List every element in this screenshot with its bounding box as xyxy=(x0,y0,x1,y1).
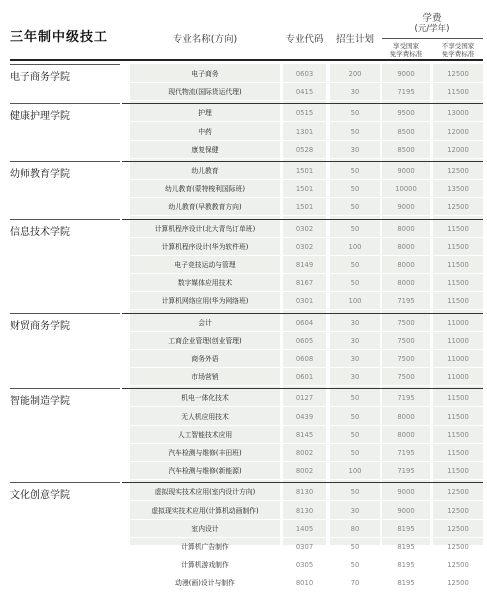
code-cell: 0301 xyxy=(295,297,314,306)
fee-without-aid-cell: 12500 xyxy=(447,579,469,588)
major-cell: 数字媒体应用技术 xyxy=(177,279,233,288)
code-header: 专业代码 xyxy=(285,34,324,45)
fee-without-aid-cell: 11500 xyxy=(447,279,469,288)
department-name: 健康护理学院 xyxy=(10,111,70,123)
plan-cell: 100 xyxy=(348,297,362,306)
department-divider xyxy=(10,219,120,220)
fee-header-divider xyxy=(382,38,483,39)
table-row xyxy=(130,462,483,480)
fee-without-aid-cell: 11500 xyxy=(447,412,469,421)
table-row xyxy=(130,408,483,426)
plan-cell: 50 xyxy=(350,167,360,175)
fee-sub-header-1-line1: 享受国家 xyxy=(393,42,419,50)
fee-header-label: 学费 xyxy=(422,13,442,24)
code-cell: 0608 xyxy=(295,355,314,363)
major-cell: 现代物流(国际货运代理) xyxy=(168,88,242,97)
fee-with-aid-cell: 9000 xyxy=(397,167,415,175)
fee-without-aid-cell: 11000 xyxy=(447,373,469,382)
plan-cell: 30 xyxy=(350,145,360,154)
fee-without-aid-cell: 12000 xyxy=(447,145,469,154)
major-cell: 人工智能技术应用 xyxy=(177,430,233,439)
major-cell: 计算机程序设计(北大青鸟订单班) xyxy=(154,224,256,233)
code-cell: 1501 xyxy=(295,167,314,175)
major-cell: 汽车检测与维修(丰田班) xyxy=(168,449,242,457)
fee-with-aid-cell: 7195 xyxy=(397,297,415,306)
major-cell: 中药 xyxy=(198,127,212,136)
table-row xyxy=(130,350,483,368)
fee-sub-header-1 xyxy=(382,42,430,58)
table-row xyxy=(130,574,483,592)
plan-cell: 50 xyxy=(350,543,360,551)
plan-cell: 70 xyxy=(350,579,360,588)
fee-with-aid-cell: 8195 xyxy=(397,561,415,570)
department-name: 幼师教育学院 xyxy=(10,169,70,180)
code-cell: 0528 xyxy=(295,145,314,154)
plan-cell: 50 xyxy=(350,279,360,288)
fee-with-aid-cell: 9000 xyxy=(397,203,415,212)
fee-without-aid-cell: 12500 xyxy=(447,203,469,212)
plan-cell: 30 xyxy=(350,373,360,382)
row-divider xyxy=(130,479,483,480)
fee-header xyxy=(382,13,482,35)
fee-without-aid-cell: 13000 xyxy=(447,109,469,118)
fee-without-aid-cell: 12500 xyxy=(447,488,469,497)
code-cell: 1301 xyxy=(295,127,314,136)
plan-cell: 50 xyxy=(350,488,360,497)
row-divider xyxy=(130,158,483,159)
fee-without-aid-cell: 11000 xyxy=(447,355,469,363)
major-cell: 机电一体化技术 xyxy=(181,394,229,403)
department-name: 电子商务学院 xyxy=(10,72,70,83)
fee-with-aid-cell: 7195 xyxy=(397,88,415,97)
department-name: 信息技术学院 xyxy=(10,226,70,238)
table-row xyxy=(130,238,483,256)
major-cell: 市场营销 xyxy=(191,373,219,382)
plan-cell: 80 xyxy=(350,524,360,533)
plan-header: 招生计划 xyxy=(335,34,374,45)
plan-cell: 50 xyxy=(350,224,360,233)
fee-without-aid-cell: 12500 xyxy=(447,167,469,175)
major-cell: 幼儿教育(早教教育方向) xyxy=(168,203,242,212)
fee-without-aid-cell: 11500 xyxy=(447,224,469,233)
code-cell: 0603 xyxy=(295,70,314,78)
code-cell: 8130 xyxy=(295,506,314,515)
fee-with-aid-cell: 7500 xyxy=(397,355,415,363)
code-cell: 0302 xyxy=(295,242,314,251)
code-cell: 0601 xyxy=(295,373,314,382)
code-cell: 0302 xyxy=(295,224,314,233)
major-cell: 动漫(画)设计与制作 xyxy=(175,579,235,588)
plan-cell: 30 xyxy=(350,336,360,345)
plan-cell: 50 xyxy=(350,261,360,269)
fee-without-aid-cell: 11500 xyxy=(447,467,469,476)
fee-with-aid-cell: 7500 xyxy=(397,336,415,345)
table-row xyxy=(130,426,483,444)
major-cell: 计算机网络应用(华为网络班) xyxy=(161,297,249,306)
fee-sub-header-1-line2: 免学费标准 xyxy=(389,50,423,58)
fee-without-aid-cell: 12500 xyxy=(447,524,469,533)
table-row xyxy=(130,520,483,538)
code-cell: 0439 xyxy=(295,412,314,421)
fee-with-aid-cell: 9000 xyxy=(397,70,415,78)
fee-with-aid-cell: 8500 xyxy=(397,127,415,136)
fee-with-aid-cell: 8500 xyxy=(397,145,415,154)
code-cell: 1501 xyxy=(295,185,314,194)
plan-cell: 30 xyxy=(350,506,360,515)
table-row xyxy=(130,65,483,83)
major-cell: 康复保健 xyxy=(191,145,219,154)
fee-without-aid-cell: 11500 xyxy=(447,394,469,403)
plan-cell: 50 xyxy=(350,394,360,403)
fee-without-aid-cell: 11500 xyxy=(447,88,469,97)
table-row xyxy=(130,220,483,238)
code-cell: 1501 xyxy=(295,203,314,212)
plan-cell: 200 xyxy=(348,70,362,78)
fee-sub-header-2 xyxy=(433,42,483,58)
fee-without-aid-cell: 11500 xyxy=(447,242,469,251)
code-cell: 8149 xyxy=(295,261,314,269)
plan-cell: 50 xyxy=(350,203,360,212)
table-row xyxy=(130,180,483,198)
code-cell: 8145 xyxy=(295,430,314,439)
fee-with-aid-cell: 7195 xyxy=(397,394,415,403)
plan-cell: 100 xyxy=(348,467,362,476)
plan-cell: 50 xyxy=(350,430,360,439)
table-row xyxy=(130,274,483,292)
department-divider xyxy=(10,313,120,314)
code-cell: 0307 xyxy=(295,543,314,551)
fee-without-aid-cell: 12500 xyxy=(447,561,469,570)
table-row xyxy=(130,198,483,216)
fee-with-aid-cell: 10000 xyxy=(395,185,417,194)
department-name: 智能制造学院 xyxy=(10,396,70,408)
fee-without-aid-cell: 11500 xyxy=(447,297,469,306)
code-cell: 8130 xyxy=(295,488,314,497)
table-row xyxy=(130,104,483,122)
code-cell: 0305 xyxy=(295,561,314,570)
fee-without-aid-cell: 11000 xyxy=(447,318,469,327)
table-row xyxy=(130,83,483,101)
fee-header-unit: (元/学年) xyxy=(414,24,450,34)
fee-without-aid-cell: 12000 xyxy=(447,127,469,136)
major-cell: 汽车检测与维修(新能源) xyxy=(168,467,242,476)
major-cell: 会计 xyxy=(198,318,212,327)
table-row xyxy=(130,444,483,462)
code-cell: 8010 xyxy=(295,579,314,588)
code-cell: 0415 xyxy=(295,88,314,97)
fee-with-aid-cell: 9000 xyxy=(397,488,415,497)
department-divider xyxy=(10,388,120,389)
department-divider xyxy=(10,161,120,162)
table-row xyxy=(130,538,483,556)
major-cell: 无人机应用技术 xyxy=(181,412,229,421)
major-cell: 虚拟现实技术应用(室内设计方向) xyxy=(154,488,256,497)
plan-cell: 50 xyxy=(350,412,360,421)
department-name: 财贸商务学院 xyxy=(10,320,70,332)
fee-sub-header-2-line2: 免学费标准 xyxy=(441,50,475,58)
table-row xyxy=(130,368,483,386)
fee-with-aid-cell: 8000 xyxy=(397,430,415,439)
plan-cell: 50 xyxy=(350,449,360,457)
fee-without-aid-cell: 11500 xyxy=(447,261,469,269)
fee-without-aid-cell: 11000 xyxy=(447,336,469,345)
plan-cell: 30 xyxy=(350,355,360,363)
table-row xyxy=(130,292,483,310)
fee-without-aid-cell: 11500 xyxy=(447,430,469,439)
fee-without-aid-cell: 12500 xyxy=(447,70,469,78)
major-header: 专业名称(方向) xyxy=(172,34,238,45)
table-row xyxy=(130,389,483,407)
plan-cell: 30 xyxy=(350,88,360,97)
fee-with-aid-cell: 9500 xyxy=(397,109,415,118)
major-cell: 护理 xyxy=(198,109,212,118)
row-divider xyxy=(130,100,483,101)
code-cell: 0515 xyxy=(295,109,314,118)
fee-with-aid-cell: 8195 xyxy=(397,579,415,588)
fee-without-aid-cell: 12500 xyxy=(447,543,469,551)
code-cell: 0127 xyxy=(295,394,314,403)
fee-with-aid-cell: 8000 xyxy=(397,224,415,233)
major-cell: 计算机程序设计(华为软件班) xyxy=(161,242,249,251)
fee-with-aid-cell: 8195 xyxy=(397,524,415,533)
table-row xyxy=(130,556,483,574)
plan-cell: 30 xyxy=(350,318,360,327)
fee-without-aid-cell: 11500 xyxy=(447,449,469,457)
plan-cell: 50 xyxy=(350,127,360,136)
major-cell: 电子商务 xyxy=(191,70,219,78)
department-divider xyxy=(10,103,120,104)
row-divider xyxy=(130,385,483,386)
table-row xyxy=(130,141,483,159)
plan-cell: 50 xyxy=(350,561,360,570)
fee-with-aid-cell: 7500 xyxy=(397,373,415,382)
major-cell: 幼儿教育(蒙特梭利国际班) xyxy=(164,185,246,194)
major-cell: 计算机广告制作 xyxy=(181,543,229,551)
major-cell: 电子竞技运动与管理 xyxy=(174,261,236,269)
department-divider xyxy=(10,482,120,483)
plan-cell: 50 xyxy=(350,109,360,118)
major-cell: 商务外语 xyxy=(191,355,219,363)
plan-cell: 100 xyxy=(348,242,362,251)
fee-sub-header-2-line1: 不享受国家 xyxy=(441,42,475,50)
fee-with-aid-cell: 8195 xyxy=(397,543,415,551)
table-row xyxy=(130,123,483,141)
plan-cell: 50 xyxy=(350,185,360,194)
fee-with-aid-cell: 7195 xyxy=(397,449,415,457)
major-cell: 虚拟现实技术应用(计算机动画制作) xyxy=(151,506,259,515)
table-row xyxy=(130,502,483,520)
code-cell: 0604 xyxy=(295,318,314,327)
code-cell: 8167 xyxy=(295,279,314,288)
fee-with-aid-cell: 7500 xyxy=(397,318,415,327)
table-row xyxy=(130,483,483,501)
department-divider xyxy=(10,64,120,65)
fee-without-aid-cell: 13500 xyxy=(447,185,469,194)
fee-with-aid-cell: 8000 xyxy=(397,242,415,251)
fee-with-aid-cell: 8000 xyxy=(397,261,415,269)
page-title: 三年制中级技工 xyxy=(10,30,109,45)
row-divider xyxy=(130,215,483,216)
fee-without-aid-cell: 12500 xyxy=(447,506,469,515)
code-cell: 0605 xyxy=(295,336,314,345)
code-cell: 8002 xyxy=(295,449,314,457)
table-row xyxy=(130,256,483,274)
fee-with-aid-cell: 8000 xyxy=(397,412,415,421)
major-cell: 幼儿教育 xyxy=(191,167,219,175)
major-cell: 工商企业管理(创业管理) xyxy=(168,336,242,345)
fee-with-aid-cell: 8000 xyxy=(397,279,415,288)
fee-with-aid-cell: 9000 xyxy=(397,506,415,515)
header-rule xyxy=(10,59,483,61)
code-cell: 1405 xyxy=(295,524,314,533)
major-cell: 计算机游戏制作 xyxy=(181,561,229,570)
table-row xyxy=(130,332,483,350)
table-row xyxy=(130,314,483,332)
major-cell: 室内设计 xyxy=(191,524,219,533)
table-row xyxy=(130,162,483,180)
row-divider xyxy=(130,309,483,310)
fee-with-aid-cell: 7195 xyxy=(397,467,415,476)
department-name: 文化创意学院 xyxy=(10,490,70,502)
code-cell: 8002 xyxy=(295,467,314,476)
